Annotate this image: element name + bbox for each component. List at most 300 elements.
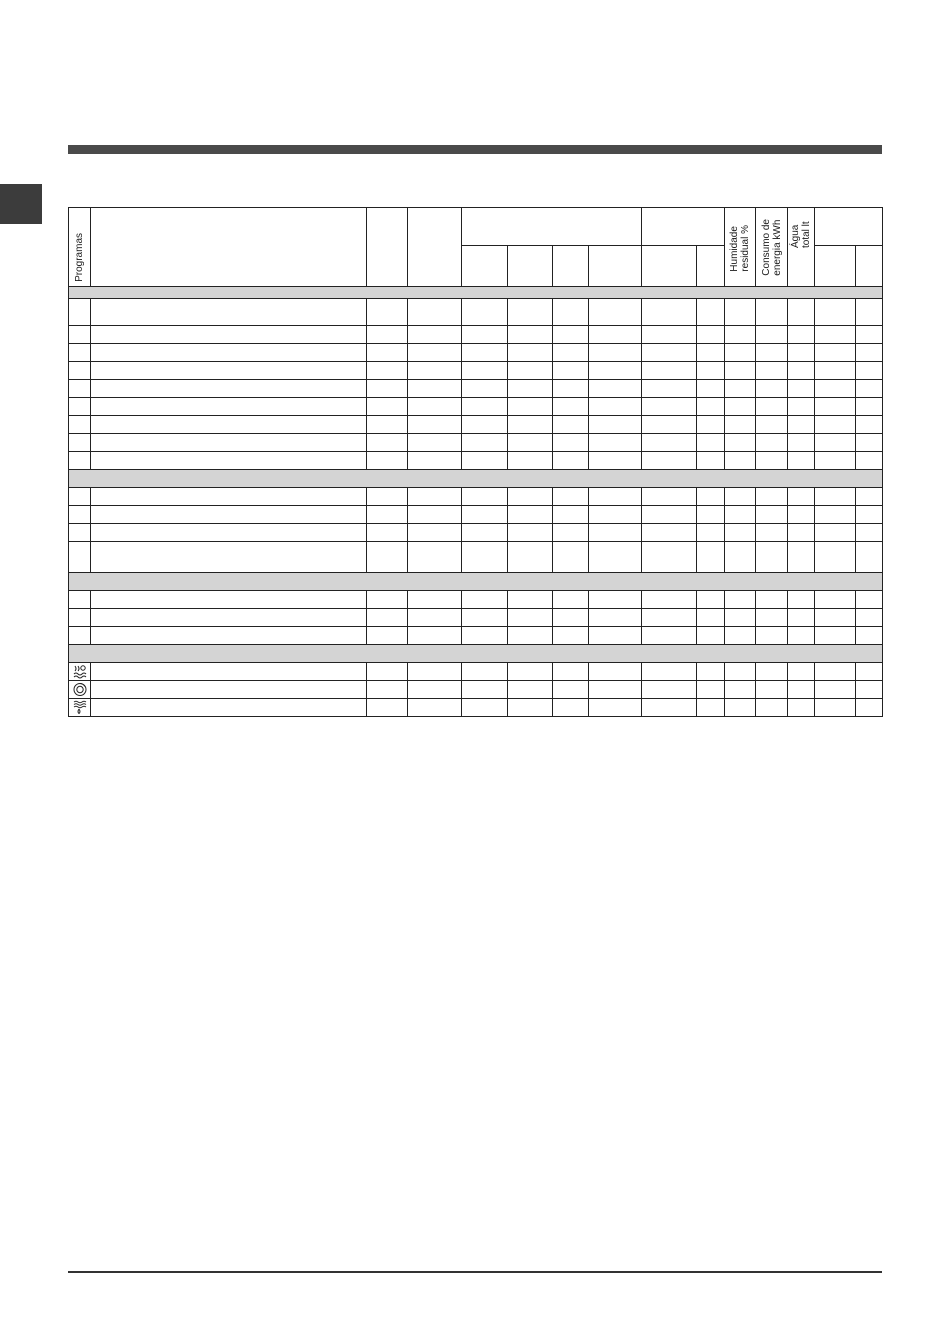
table-cell — [553, 699, 589, 717]
table-cell — [642, 362, 697, 380]
table-cell — [642, 681, 697, 699]
table-cell — [408, 506, 462, 524]
programs-header — [69, 208, 91, 287]
table-row — [69, 398, 883, 416]
table-cell — [856, 362, 883, 380]
table-cell — [756, 506, 788, 524]
header-group-2 — [642, 208, 725, 246]
table-cell — [408, 326, 462, 344]
table-row — [69, 627, 883, 645]
table-cell — [642, 627, 697, 645]
table-cell — [408, 591, 462, 609]
table-cell — [462, 344, 508, 362]
table-cell — [856, 524, 883, 542]
table-cell — [856, 627, 883, 645]
table-cell — [589, 542, 642, 573]
table-cell — [756, 609, 788, 627]
table-cell — [508, 380, 553, 398]
table-cell — [815, 699, 856, 717]
table-cell — [367, 591, 408, 609]
table-cell — [756, 524, 788, 542]
table-cell — [462, 699, 508, 717]
table-cell — [589, 299, 642, 326]
table-cell — [408, 434, 462, 452]
header-col-3 — [367, 208, 408, 287]
table-cell — [815, 380, 856, 398]
header-group-1 — [462, 208, 642, 246]
table-cell — [408, 627, 462, 645]
table-cell — [642, 699, 697, 717]
table-cell — [589, 434, 642, 452]
table-row — [69, 699, 883, 717]
residual-moisture-header — [725, 208, 756, 287]
subheader-cell — [815, 246, 856, 287]
table-cell — [697, 326, 725, 344]
program-number-cell — [69, 699, 91, 717]
programs-header-label: Programas — [74, 233, 85, 282]
table-cell — [756, 488, 788, 506]
table-cell — [815, 681, 856, 699]
table-cell — [856, 663, 883, 681]
table-cell — [725, 434, 756, 452]
table-cell — [408, 488, 462, 506]
table-cell — [697, 506, 725, 524]
program-description-cell — [91, 627, 367, 645]
table-cell — [856, 344, 883, 362]
program-number-cell — [69, 542, 91, 573]
table-cell — [508, 434, 553, 452]
table-cell — [367, 416, 408, 434]
table-cell — [589, 362, 642, 380]
table-cell — [642, 326, 697, 344]
table-cell — [642, 434, 697, 452]
table-cell — [408, 542, 462, 573]
program-number-cell — [69, 362, 91, 380]
table-cell — [642, 591, 697, 609]
table-cell — [553, 326, 589, 344]
program-number-cell — [69, 299, 91, 326]
table-row — [69, 380, 883, 398]
table-row — [69, 452, 883, 470]
table-cell — [642, 663, 697, 681]
table-cell — [642, 344, 697, 362]
table-row — [69, 488, 883, 506]
table-cell — [856, 488, 883, 506]
table-cell — [725, 699, 756, 717]
table-cell — [462, 299, 508, 326]
table-cell — [462, 506, 508, 524]
table-cell — [756, 699, 788, 717]
program-number-cell — [69, 627, 91, 645]
program-description-cell — [91, 380, 367, 398]
program-number-cell — [69, 416, 91, 434]
table-cell — [725, 299, 756, 326]
table-cell — [553, 362, 589, 380]
table-cell — [697, 362, 725, 380]
table-cell — [367, 380, 408, 398]
table-cell — [697, 591, 725, 609]
table-cell — [642, 299, 697, 326]
table-cell — [788, 699, 815, 717]
table-row — [69, 362, 883, 380]
table-cell — [756, 591, 788, 609]
program-description-cell — [91, 488, 367, 506]
program-description-cell — [91, 506, 367, 524]
program-description-cell — [91, 524, 367, 542]
table-cell — [367, 326, 408, 344]
section-header-row-2 — [69, 470, 883, 488]
program-number-cell — [69, 506, 91, 524]
table-cell — [408, 362, 462, 380]
program-description-cell — [91, 452, 367, 470]
table-cell — [642, 609, 697, 627]
program-description-cell — [91, 699, 367, 717]
table-cell — [589, 380, 642, 398]
spin-icon — [69, 682, 90, 697]
table-cell — [589, 326, 642, 344]
table-cell — [642, 380, 697, 398]
table-cell — [856, 380, 883, 398]
table-cell — [725, 591, 756, 609]
table-cell — [462, 681, 508, 699]
table-row — [69, 681, 883, 699]
table-row — [69, 434, 883, 452]
table-cell — [788, 326, 815, 344]
table-cell — [462, 380, 508, 398]
table-cell — [756, 681, 788, 699]
table-cell — [697, 380, 725, 398]
table-row — [69, 344, 883, 362]
program-description-cell — [91, 344, 367, 362]
subheader-cell — [856, 246, 883, 287]
header-group-3 — [815, 208, 883, 246]
header-col-4 — [408, 208, 462, 287]
program-description-cell — [91, 434, 367, 452]
table-cell — [697, 542, 725, 573]
table-cell — [508, 699, 553, 717]
footer-rule — [68, 1271, 882, 1273]
table-cell — [553, 380, 589, 398]
table-cell — [553, 681, 589, 699]
table-cell — [856, 398, 883, 416]
program-number-cell — [69, 488, 91, 506]
table-cell — [815, 326, 856, 344]
table-cell — [856, 609, 883, 627]
table-cell — [815, 299, 856, 326]
table-cell — [589, 681, 642, 699]
table-cell — [756, 452, 788, 470]
table-cell — [788, 542, 815, 573]
table-cell — [856, 699, 883, 717]
program-description-cell — [91, 591, 367, 609]
table-cell — [508, 398, 553, 416]
table-cell — [725, 681, 756, 699]
table-cell — [462, 434, 508, 452]
table-cell — [553, 609, 589, 627]
table-cell — [408, 681, 462, 699]
table-cell — [589, 398, 642, 416]
table-cell — [815, 452, 856, 470]
table-cell — [553, 299, 589, 326]
table-cell — [815, 362, 856, 380]
table-cell — [553, 524, 589, 542]
residual-moisture-label: Humidade residual % — [729, 225, 751, 272]
table-cell — [508, 452, 553, 470]
table-cell — [508, 609, 553, 627]
table-cell — [462, 524, 508, 542]
table-cell — [756, 434, 788, 452]
table-cell — [553, 488, 589, 506]
table-cell — [367, 398, 408, 416]
program-description-cell — [91, 681, 367, 699]
table-cell — [642, 542, 697, 573]
table-cell — [697, 299, 725, 326]
table-cell — [508, 591, 553, 609]
table-cell — [589, 452, 642, 470]
table-cell — [589, 488, 642, 506]
table-row — [69, 524, 883, 542]
table-cell — [725, 362, 756, 380]
table-cell — [725, 452, 756, 470]
program-number-cell — [69, 398, 91, 416]
section-header-row-3 — [69, 573, 883, 591]
table-cell — [788, 524, 815, 542]
table-cell — [756, 299, 788, 326]
table-cell — [553, 627, 589, 645]
program-number-cell — [69, 609, 91, 627]
table-cell — [508, 627, 553, 645]
table-cell — [725, 524, 756, 542]
table-cell — [367, 488, 408, 506]
header-rule — [68, 145, 882, 154]
program-number-cell — [69, 681, 91, 699]
table-cell — [756, 542, 788, 573]
table-cell — [697, 344, 725, 362]
table-cell — [589, 591, 642, 609]
table-cell — [856, 681, 883, 699]
table-cell — [553, 663, 589, 681]
program-description-cell — [91, 542, 367, 573]
table-cell — [553, 398, 589, 416]
table-cell — [462, 488, 508, 506]
table-cell — [788, 452, 815, 470]
table-cell — [589, 344, 642, 362]
table-cell — [856, 326, 883, 344]
table-cell — [815, 663, 856, 681]
subheader-cell — [697, 246, 725, 287]
program-description-cell — [91, 609, 367, 627]
program-description-cell — [91, 398, 367, 416]
table-cell — [815, 524, 856, 542]
program-description-cell — [91, 326, 367, 344]
table-cell — [697, 627, 725, 645]
table-cell — [788, 380, 815, 398]
table-cell — [788, 299, 815, 326]
energy-label: Consumo de energia kWh — [760, 219, 783, 276]
table-cell — [697, 663, 725, 681]
table-cell — [856, 416, 883, 434]
table-cell — [725, 542, 756, 573]
table-cell — [725, 380, 756, 398]
table-cell — [788, 416, 815, 434]
table-cell — [367, 699, 408, 717]
table-cell — [553, 344, 589, 362]
table-cell — [815, 488, 856, 506]
table-cell — [815, 398, 856, 416]
table-cell — [788, 506, 815, 524]
table-cell — [367, 627, 408, 645]
program-number-cell — [69, 591, 91, 609]
table-cell — [408, 609, 462, 627]
table-cell — [642, 506, 697, 524]
table-cell — [815, 609, 856, 627]
table-cell — [725, 326, 756, 344]
table-cell — [508, 344, 553, 362]
table-cell — [697, 452, 725, 470]
table-cell — [788, 488, 815, 506]
table-cell — [697, 524, 725, 542]
table-cell — [815, 542, 856, 573]
table-cell — [856, 591, 883, 609]
table-cell — [508, 488, 553, 506]
table-cell — [589, 663, 642, 681]
table-cell — [815, 416, 856, 434]
table-cell — [462, 663, 508, 681]
table-cell — [856, 506, 883, 524]
table-cell — [553, 452, 589, 470]
table-row — [69, 542, 883, 573]
table-cell — [462, 591, 508, 609]
table-cell — [725, 506, 756, 524]
table-cell — [725, 398, 756, 416]
table-cell — [725, 416, 756, 434]
table-cell — [815, 591, 856, 609]
table-cell — [553, 416, 589, 434]
table-cell — [756, 627, 788, 645]
table-cell — [508, 326, 553, 344]
table-cell — [408, 380, 462, 398]
section-header-cell — [69, 470, 883, 488]
table-cell — [553, 542, 589, 573]
stain-water-icon — [69, 664, 90, 679]
table-cell — [642, 524, 697, 542]
table-cell — [725, 627, 756, 645]
table-row — [69, 663, 883, 681]
table-cell — [815, 344, 856, 362]
table-cell — [642, 416, 697, 434]
subheader-cell — [462, 246, 508, 287]
table-cell — [642, 488, 697, 506]
table-cell — [788, 591, 815, 609]
table-cell — [756, 344, 788, 362]
table-cell — [697, 681, 725, 699]
programs-table — [68, 207, 883, 717]
table-cell — [508, 542, 553, 573]
table-cell — [367, 542, 408, 573]
table-cell — [508, 416, 553, 434]
table-cell — [589, 416, 642, 434]
table-cell — [788, 681, 815, 699]
table-cell — [408, 398, 462, 416]
table-cell — [815, 627, 856, 645]
description-header — [91, 208, 367, 287]
table-cell — [462, 452, 508, 470]
table-cell — [756, 326, 788, 344]
table-cell — [462, 627, 508, 645]
table-cell — [553, 506, 589, 524]
table-row — [69, 416, 883, 434]
program-number-cell — [69, 344, 91, 362]
table-cell — [725, 609, 756, 627]
water-header — [788, 208, 815, 287]
table-cell — [367, 452, 408, 470]
table-cell — [462, 398, 508, 416]
section-header-row-4 — [69, 645, 883, 663]
table-cell — [367, 609, 408, 627]
table-cell — [508, 663, 553, 681]
table-cell — [462, 542, 508, 573]
table-cell — [788, 609, 815, 627]
table-cell — [788, 398, 815, 416]
program-number-cell — [69, 434, 91, 452]
program-number-cell — [69, 452, 91, 470]
table-cell — [642, 452, 697, 470]
section-header-cell — [69, 287, 883, 299]
table-cell — [408, 299, 462, 326]
program-description-cell — [91, 362, 367, 380]
table-cell — [788, 627, 815, 645]
table-cell — [589, 506, 642, 524]
table-cell — [697, 488, 725, 506]
subheader-cell — [642, 246, 697, 287]
table-cell — [367, 663, 408, 681]
table-cell — [462, 326, 508, 344]
table-cell — [756, 416, 788, 434]
table-cell — [408, 663, 462, 681]
table-cell — [462, 609, 508, 627]
table-cell — [408, 416, 462, 434]
program-number-cell — [69, 326, 91, 344]
table-cell — [408, 699, 462, 717]
table-cell — [367, 344, 408, 362]
table-cell — [856, 452, 883, 470]
table-row — [69, 609, 883, 627]
energy-header — [756, 208, 788, 287]
language-tab — [0, 184, 42, 224]
program-number-cell — [69, 524, 91, 542]
table-cell — [697, 398, 725, 416]
table-cell — [697, 434, 725, 452]
table-cell — [508, 681, 553, 699]
table-cell — [725, 488, 756, 506]
table-cell — [508, 362, 553, 380]
table-cell — [462, 362, 508, 380]
section-header-row-1 — [69, 287, 883, 299]
table-cell — [856, 542, 883, 573]
table-row — [69, 506, 883, 524]
table-cell — [408, 452, 462, 470]
table-cell — [697, 416, 725, 434]
table-cell — [856, 299, 883, 326]
table-cell — [725, 663, 756, 681]
subheader-cell — [553, 246, 589, 287]
section-header-cell — [69, 645, 883, 663]
table-cell — [508, 524, 553, 542]
header-row-1 — [69, 208, 883, 246]
table-cell — [788, 663, 815, 681]
table-cell — [642, 398, 697, 416]
table-cell — [697, 609, 725, 627]
